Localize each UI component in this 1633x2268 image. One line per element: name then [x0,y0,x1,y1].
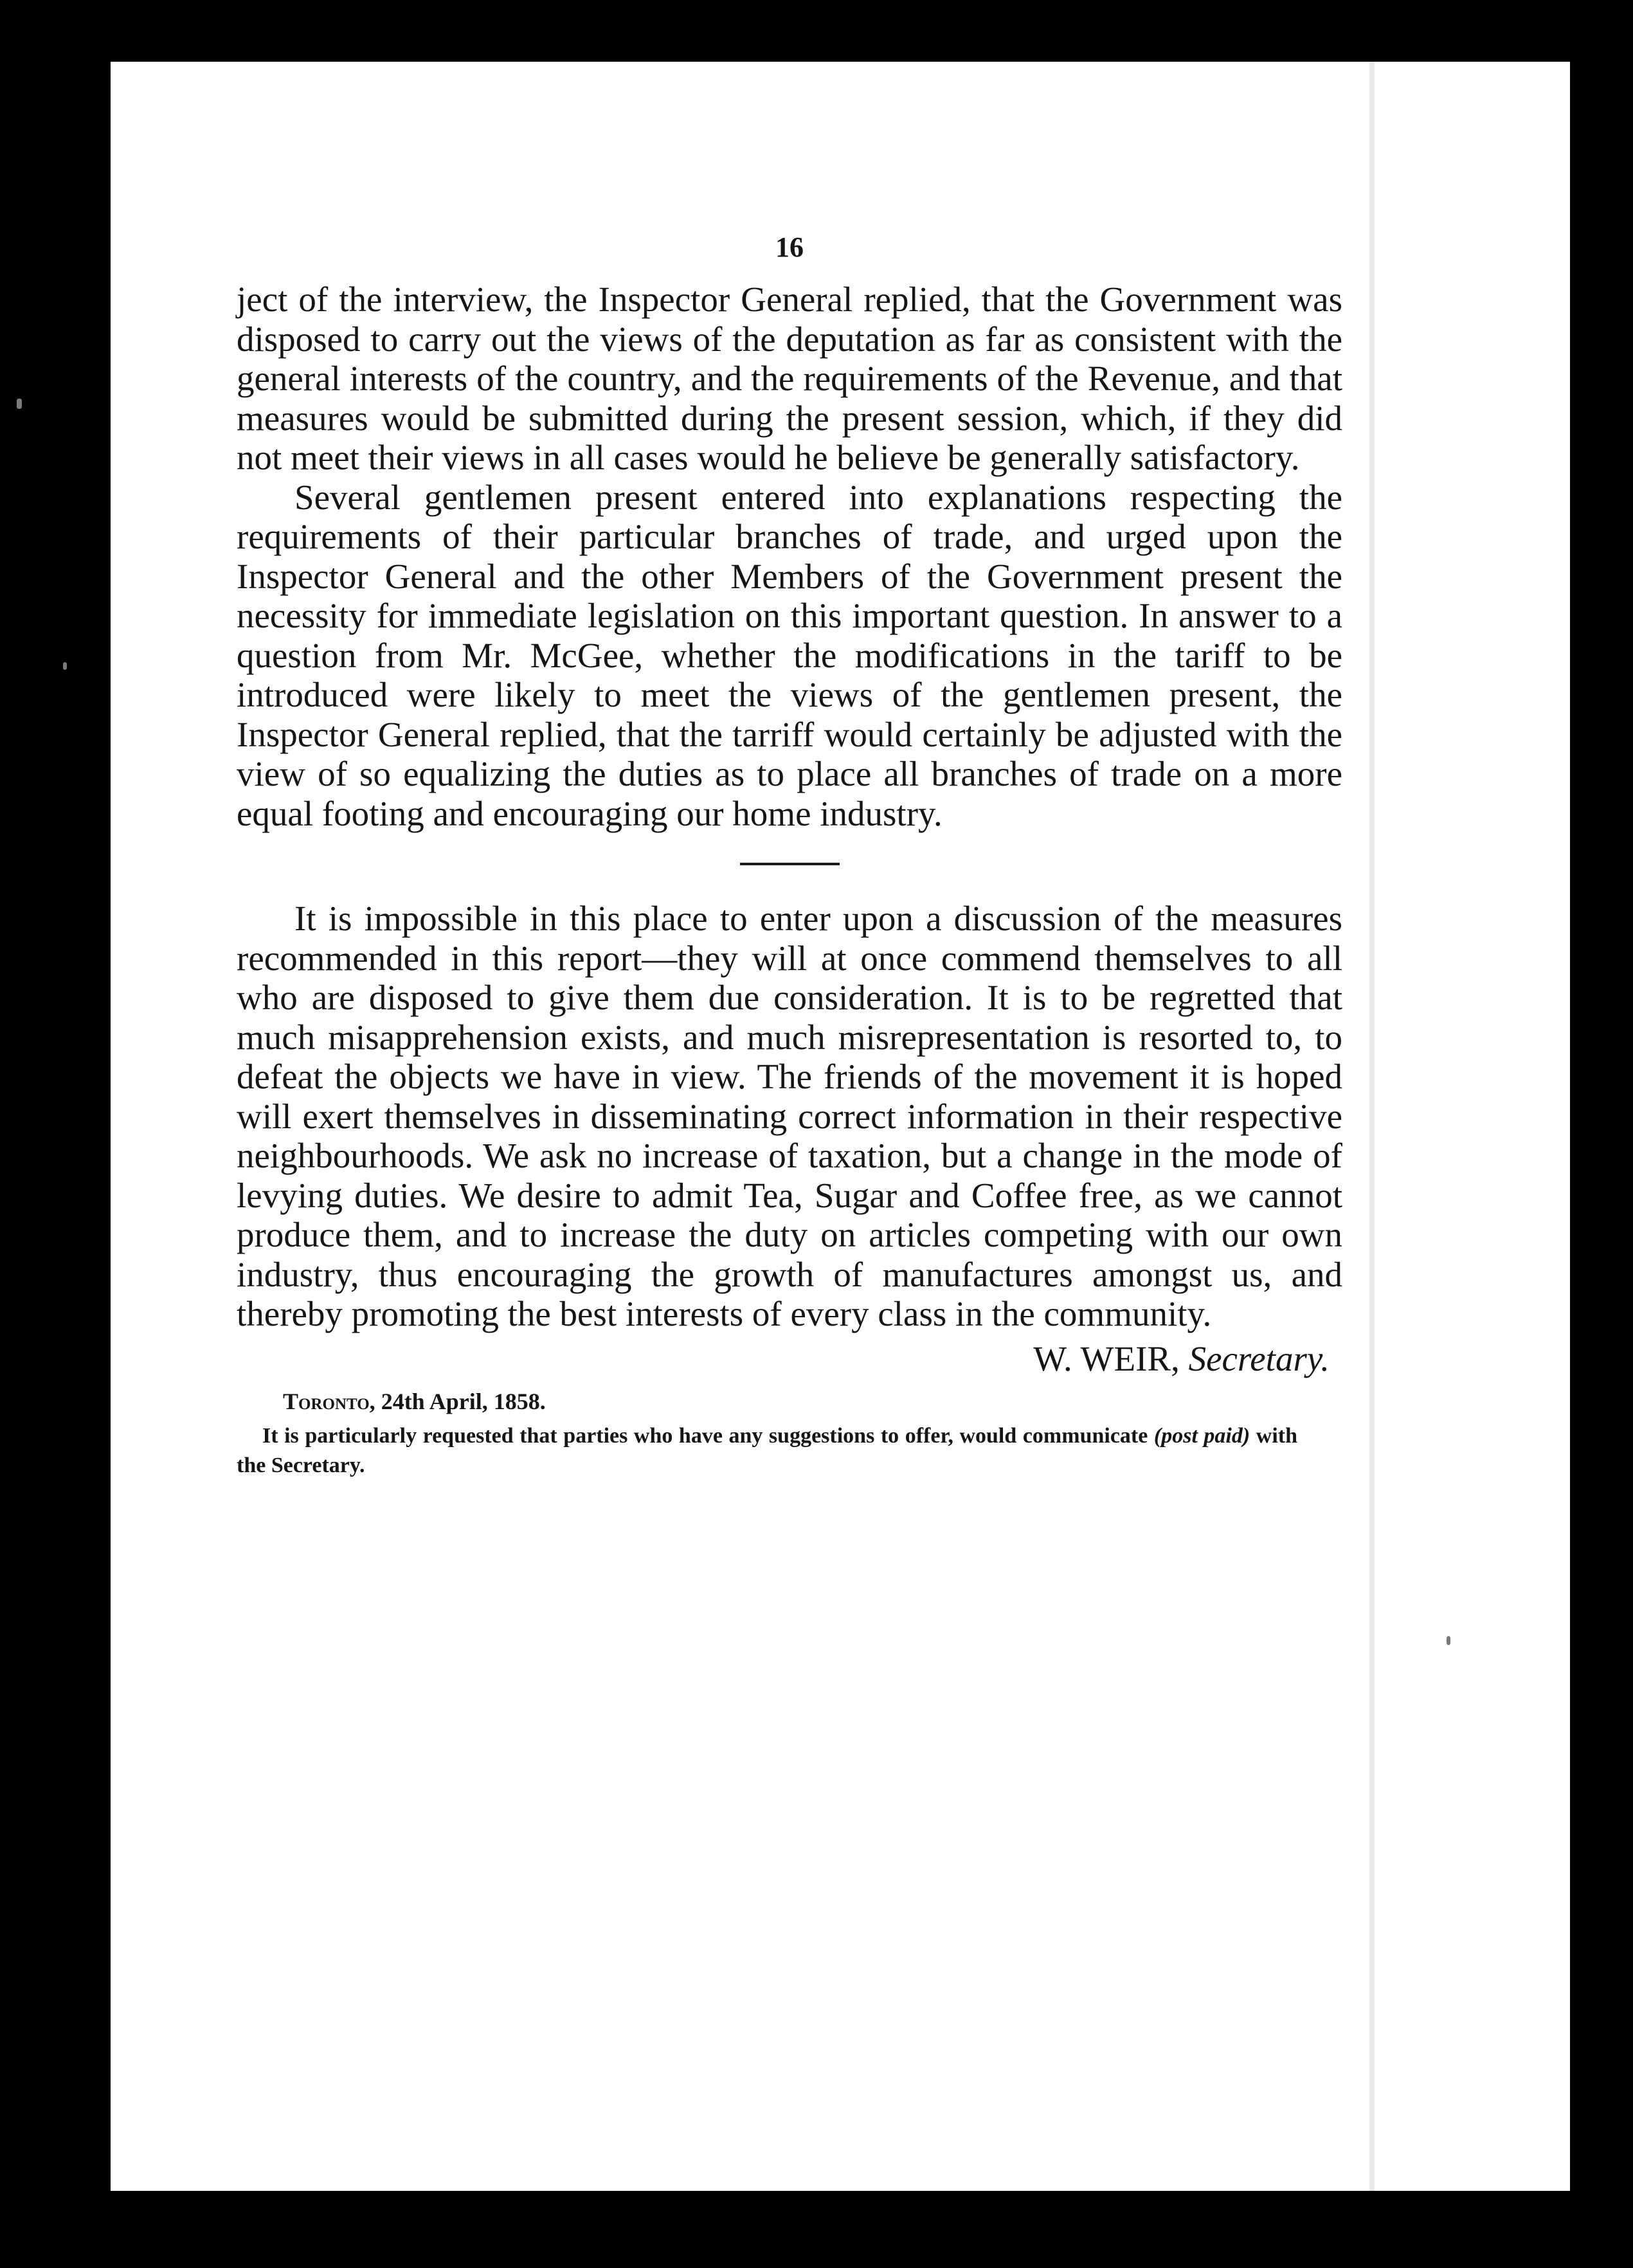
paragraph-closing-appeal: It is impossible in this place to enter upon a discussion of the measures recommended in this report—they will at once commend themselves to all who are disposed to give them due consideration. It is to be regretted that much misapprehension exists, and much misrepresentation is resorted to, to defeat the objects we have in view. The friends of the movement it is hoped will exert themselves in disseminating correct information in their respective neighbourhoods. We ask no increase of taxation, but a change in the mode of levying duties. We desire to admit Tea, Sugar and Coffee free, as we cannot produce them, and to increase the duty on articles competing with our own industry, thus encouraging the growth of manufactures amongst us, and thereby promoting the best interests of every class in the community. [237,899,1342,1333]
dateline-city: Toronto, [283,1388,375,1414]
dateline [283,1385,1342,1418]
section-divider [740,863,840,865]
text-block [237,228,1342,1480]
paragraph-interview-reply: ject of the interview, the Inspector General replied, that the Government was disposed to carry out the views of the deputation as far as consistent with the general interests of the country, and the requirements of the Revenue, and that measures would be submitted during the present session, which, if they did not meet their views in all cases would he believe be generally satisfactory. [237,280,1342,477]
page-edge-shadow [1369,62,1375,2191]
dateline-date: 24th April, 1858. [381,1388,546,1414]
scan-speck [63,662,67,670]
footnote-text-after: with the Secretary. [237,1423,1297,1477]
signature-name: W. WEIR, [1033,1338,1180,1378]
signature-role: Secretary. [1188,1338,1330,1378]
signature [237,1339,1330,1379]
page-number: 16 [775,231,804,263]
paragraph-explanations: Several gentlemen present entered into explanations respecting the requirements of their particular branches of trade, and urged upon the Inspector General and the other Members of the Government present the necessity for immediate legislation on this important question. In answer to a question from Mr. McGee, whether the modifications in the tariff to be introduced were likely to meet the views of the gentlemen present, the Inspector General replied, that the tarriff would certainly be adjusted with the view of so equalizing the duties as to place all branches of trade on a more equal footing and encouraging our home industry. [237,477,1342,833]
footnote [237,1421,1297,1480]
scan-speck [1447,1636,1450,1645]
footnote-post-paid: (post paid) [1153,1423,1250,1448]
scan-speck [17,399,22,409]
footnote-text-before: It is particularly requested that parties who have any suggestions to offer, would communicate [262,1423,1148,1448]
